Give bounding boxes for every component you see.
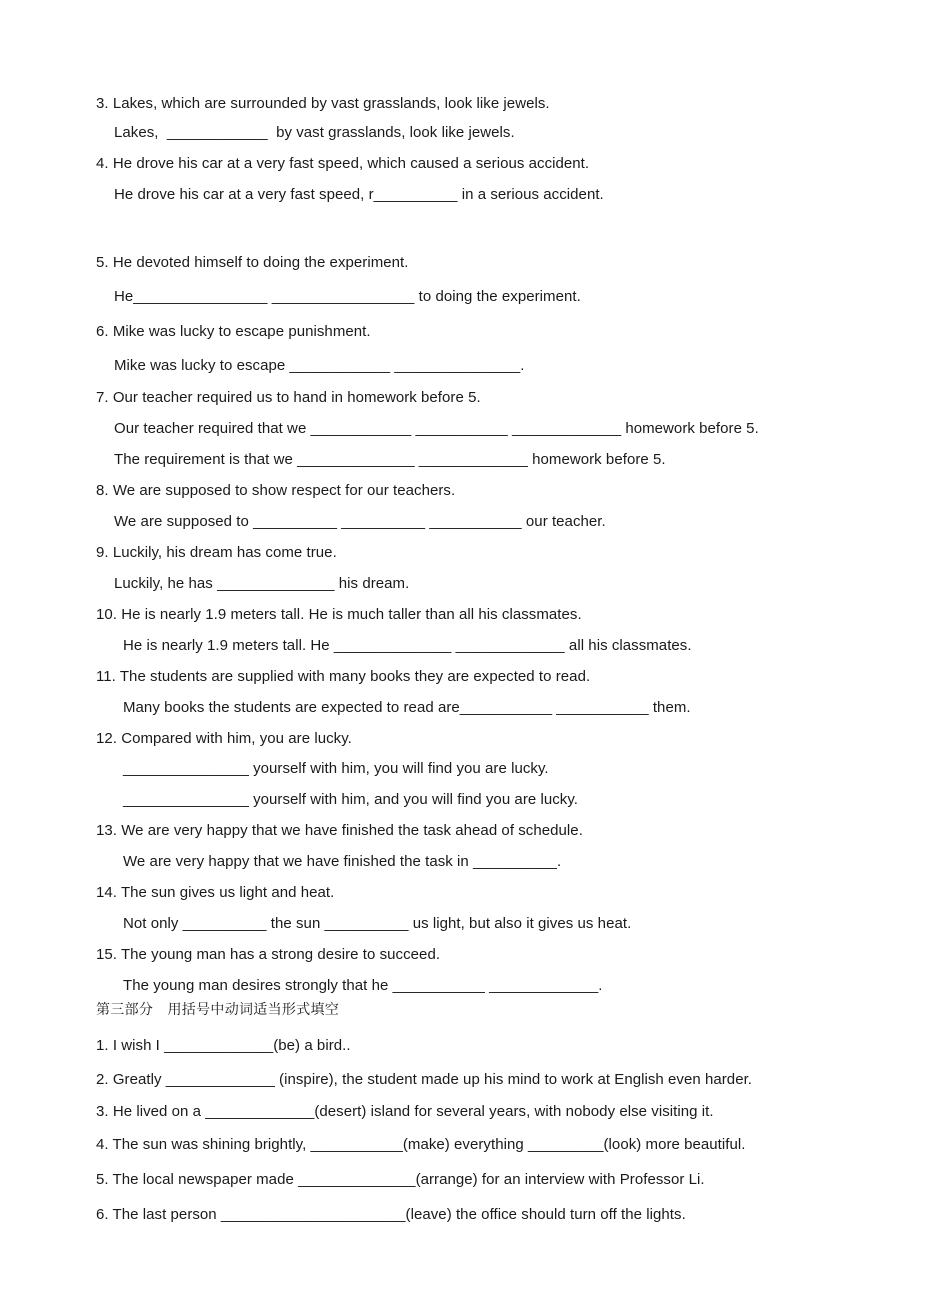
- answer-line-14: Not only __________ the sun __________ us light, but also it gives us heat.: [123, 915, 632, 932]
- question-7: 7. Our teacher required us to hand in homework before 5.: [96, 389, 481, 406]
- answer-line-8: We are supposed to __________ __________ ___________ our teacher.: [114, 513, 606, 530]
- fill-item-3: 3. He lived on a _____________(desert) island for several years, with nobody else visiting it.: [96, 1103, 714, 1120]
- question-11: 11. The students are supplied with many books they are expected to read.: [96, 668, 591, 685]
- fill-item-2: 2. Greatly _____________ (inspire), the student made up his mind to work at English even harder.: [96, 1071, 753, 1088]
- answer-line-9: Luckily, he has ______________ his dream.: [114, 575, 410, 592]
- question-14: 14. The sun gives us light and heat.: [96, 884, 335, 901]
- question-12: 12. Compared with him, you are lucky.: [96, 730, 352, 747]
- question-9: 9. Luckily, his dream has come true.: [96, 544, 337, 561]
- question-10: 10. He is nearly 1.9 meters tall. He is much taller than all his classmates.: [96, 606, 582, 623]
- fill-item-6: 6. The last person ______________________(leave) the office should turn off the lights.: [96, 1206, 686, 1223]
- answer-line-7b: The requirement is that we ______________ _____________ homework before 5.: [114, 451, 666, 468]
- answer-line-13: We are very happy that we have finished the task in __________.: [123, 853, 562, 870]
- answer-line-12b: _______________ yourself with him, and you will find you are lucky.: [123, 791, 579, 808]
- answer-line-11: Many books the students are expected to read are___________ ___________ them.: [123, 699, 691, 716]
- question-8: 8. We are supposed to show respect for our teachers.: [96, 482, 456, 499]
- answer-line-7a: Our teacher required that we ____________ ___________ _____________ homework before 5.: [114, 420, 759, 437]
- question-4: 4. He drove his car at a very fast speed, which caused a serious accident.: [96, 155, 590, 172]
- fill-item-5: 5. The local newspaper made ______________(arrange) for an interview with Professor Li.: [96, 1171, 705, 1188]
- section-heading-part-three: 第三部分 用括号中动词适当形式填空: [96, 1002, 340, 1018]
- answer-line-15: The young man desires strongly that he ___________ _____________.: [123, 977, 603, 994]
- question-3: 3. Lakes, which are surrounded by vast grasslands, look like jewels.: [96, 95, 550, 112]
- answer-line-4: He drove his car at a very fast speed, r__________ in a serious accident.: [114, 186, 604, 203]
- answer-line-10: He is nearly 1.9 meters tall. He ______________ _____________ all his classmates.: [123, 637, 692, 654]
- answer-line-5: He________________ _________________ to doing the experiment.: [114, 288, 581, 305]
- answer-line-3: Lakes, ____________ by vast grasslands, look like jewels.: [114, 124, 515, 141]
- answer-line-6: Mike was lucky to escape ____________ _______________.: [114, 357, 525, 374]
- fill-item-4: 4. The sun was shining brightly, ___________(make) everything _________(look) more beautiful.: [96, 1136, 746, 1153]
- question-15: 15. The young man has a strong desire to succeed.: [96, 946, 441, 963]
- question-5: 5. He devoted himself to doing the experiment.: [96, 254, 409, 271]
- question-13: 13. We are very happy that we have finished the task ahead of schedule.: [96, 822, 583, 839]
- fill-item-1: 1. I wish I _____________(be) a bird..: [96, 1037, 351, 1054]
- question-6: 6. Mike was lucky to escape punishment.: [96, 323, 371, 340]
- answer-line-12a: _______________ yourself with him, you will find you are lucky.: [123, 760, 549, 777]
